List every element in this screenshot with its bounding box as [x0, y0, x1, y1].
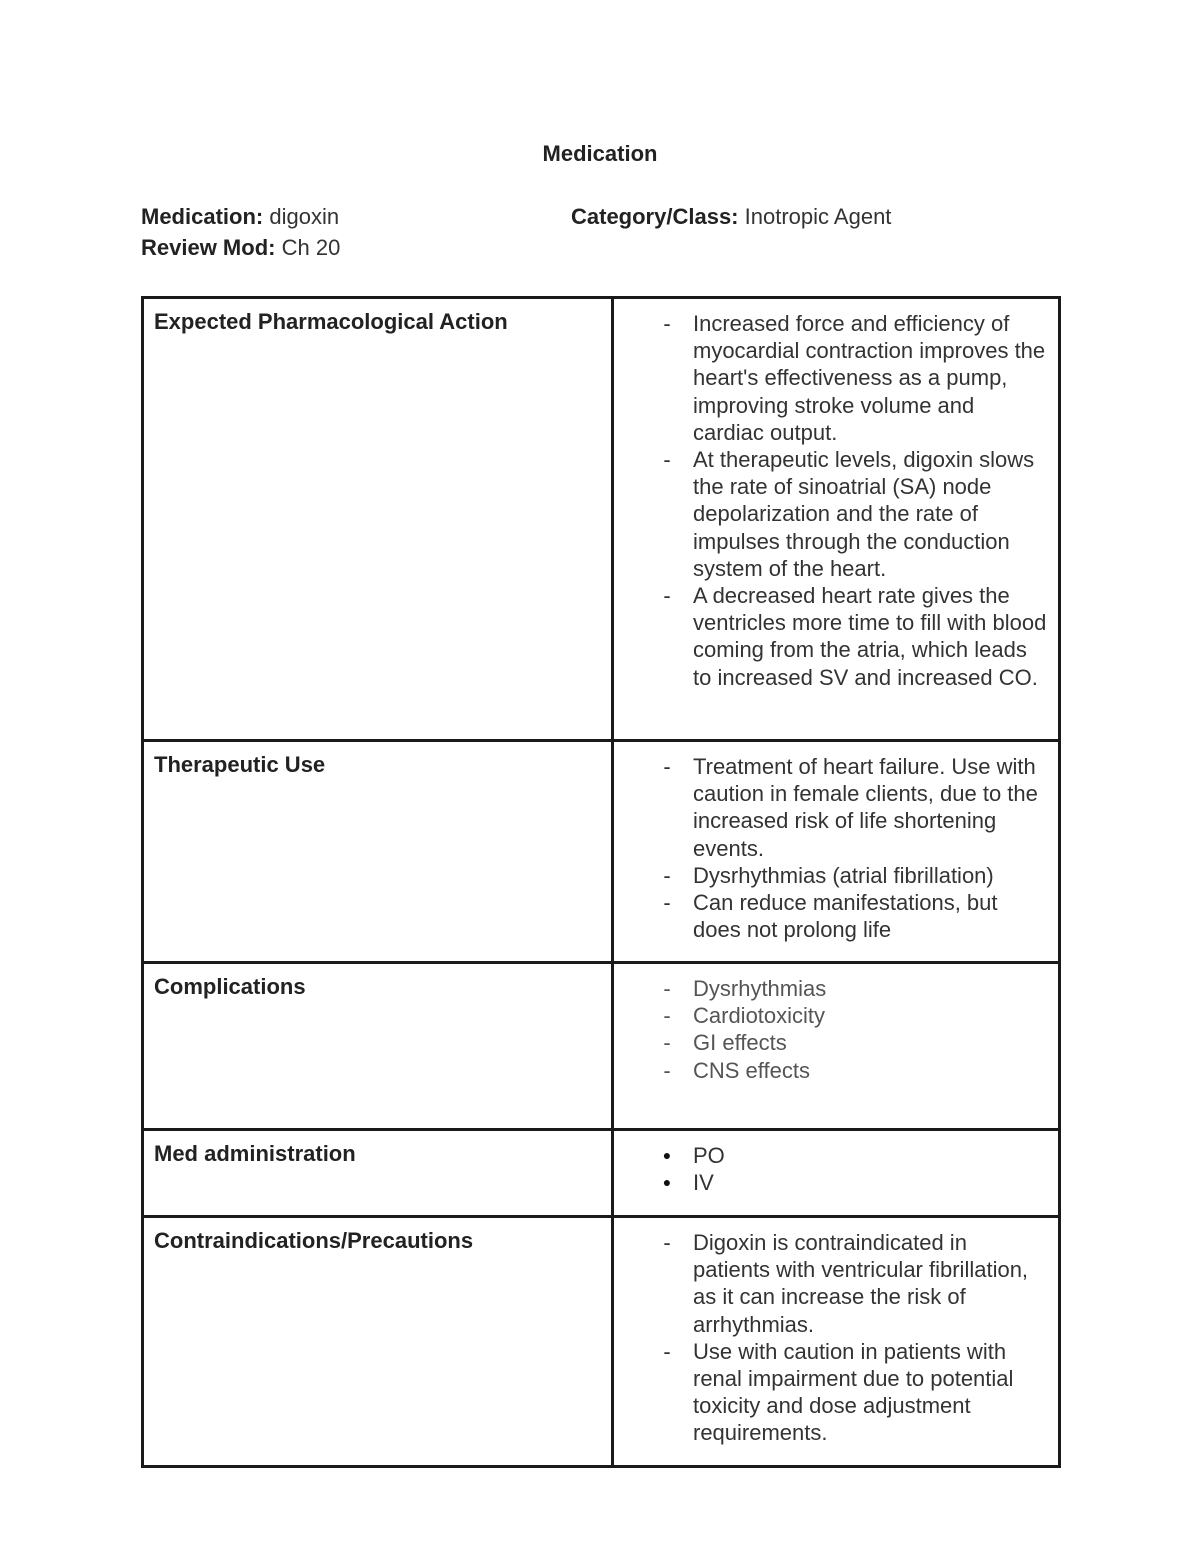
row-content: [613, 1130, 1060, 1217]
review-mod-field: [141, 235, 340, 261]
list-item-text: IV: [693, 1170, 714, 1196]
review-mod-label: Review Mod:: [141, 235, 276, 260]
list-item: [614, 1029, 1050, 1056]
medication-label: Medication:: [141, 204, 264, 229]
list-item-text: Digoxin is contraindicated in patients with ventricular fibrillation, as it can increase the risk of arrhythmias.: [693, 1230, 1029, 1337]
list-item-text: GI effects: [693, 1030, 787, 1056]
category-label: Category/Class:: [571, 204, 739, 229]
list-item: [614, 1142, 1050, 1169]
table-row: [143, 1130, 1060, 1217]
table-row: [143, 741, 1060, 963]
list-item-text: Increased force and efficiency of myocardial contraction improves the heart's effectiveness as a pump, improving stroke volume and cardiac output.: [693, 311, 1046, 445]
dash-bullet: -: [663, 890, 671, 916]
bullet-list: [614, 1229, 1050, 1447]
list-item: [614, 446, 1050, 582]
bullet-list: [614, 753, 1050, 943]
page-title: Medication: [542, 141, 658, 166]
list-item-text: A decreased heart rate gives the ventricles more time to fill with blood coming from the atria, which leads to increased SV and increased CO.: [693, 583, 1047, 690]
list-item-text: PO: [693, 1143, 725, 1168]
category-field: [571, 204, 891, 230]
row-label: Contraindications/Precautions: [143, 1217, 613, 1467]
list-item: [614, 1229, 1050, 1338]
list-item: [614, 582, 1050, 691]
list-item-text: At therapeutic levels, digoxin slows the rate of sinoatrial (SA) node depolarization and the rate of impulses through the conduction system of the heart.: [693, 447, 1035, 581]
medication-value: digoxin: [269, 204, 340, 229]
dash-bullet: -: [663, 311, 671, 336]
list-item: [614, 1338, 1050, 1447]
list-item: [614, 310, 1050, 446]
medication-table: [141, 296, 1061, 1468]
dash-bullet: -: [663, 583, 671, 609]
row-content: [613, 741, 1060, 963]
dash-bullet: -: [663, 1003, 671, 1029]
list-item-text: Cardiotoxicity: [693, 1003, 826, 1029]
list-item: [614, 975, 1050, 1002]
bullet-list: [614, 310, 1050, 691]
row-content: [613, 1217, 1060, 1467]
bullet-list: [614, 1142, 1050, 1196]
medication-field: [141, 204, 339, 230]
row-label: Complications: [143, 963, 613, 1130]
list-item-text: Can reduce manifestations, but does not prolong life: [693, 890, 998, 943]
row-content: [613, 963, 1060, 1130]
list-item: [614, 889, 1050, 943]
row-label: Therapeutic Use: [143, 741, 613, 963]
table-row: [143, 963, 1060, 1130]
bullet-list: [614, 975, 1050, 1084]
row-content: [613, 298, 1060, 741]
dash-bullet: -: [663, 862, 671, 888]
dash-bullet: -: [663, 447, 671, 473]
dash-bullet: -: [663, 754, 671, 779]
list-item: [614, 753, 1050, 862]
dot-bullet-icon: ●: [662, 1147, 672, 1163]
list-item-text: Use with caution in patients with renal impairment due to potential toxicity and dose adjustment requirements.: [693, 1338, 1014, 1446]
list-item-text: Dysrhythmias: [693, 976, 827, 1001]
table-row: [143, 1217, 1060, 1467]
dash-bullet: -: [663, 1338, 671, 1364]
list-item-text: Dysrhythmias (atrial fibrillation): [693, 862, 994, 888]
list-item: [614, 862, 1050, 889]
dash-bullet: -: [663, 976, 671, 1001]
row-label: Expected Pharmacological Action: [143, 298, 613, 741]
list-item-text: Treatment of heart failure. Use with caution in female clients, due to the increased risk of life shortening events.: [693, 754, 1038, 861]
row-label: Med administration: [143, 1130, 613, 1217]
list-item: [614, 1169, 1050, 1196]
dot-bullet-icon: ●: [662, 1174, 672, 1191]
list-item: [614, 1002, 1050, 1029]
review-mod-value: Ch 20: [281, 235, 341, 260]
list-item-text: CNS effects: [693, 1057, 810, 1083]
dash-bullet: -: [663, 1230, 671, 1255]
table-row: [143, 298, 1060, 741]
list-item: [614, 1057, 1050, 1084]
category-value: Inotropic Agent: [744, 204, 892, 229]
dash-bullet: -: [663, 1030, 671, 1056]
dash-bullet: -: [663, 1057, 671, 1083]
